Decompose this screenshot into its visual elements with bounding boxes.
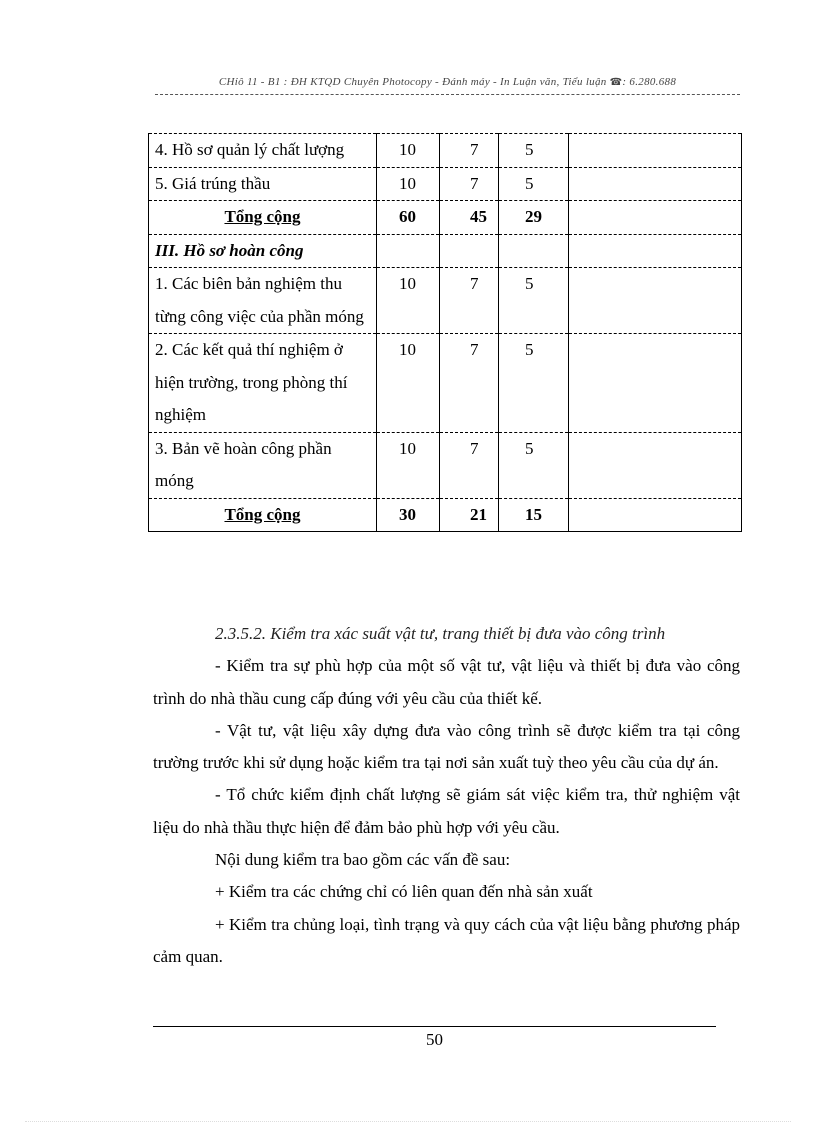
row-label: 1. Các biên bản nghiệm thu từng công việc của phần móng [149, 268, 377, 334]
cell-pass: 5 [499, 268, 569, 334]
cell-pass: 5 [499, 432, 569, 498]
table-row [149, 167, 742, 201]
total-label: Tổng cộng [149, 498, 377, 532]
row-label: 5. Giá trúng thầu [149, 167, 377, 201]
cell-min: 7 [440, 134, 499, 168]
table-row [149, 134, 742, 168]
row-label: 3. Bản vẽ hoàn công phần móng [149, 432, 377, 498]
total-pass: 15 [499, 498, 569, 532]
cell-max: 10 [377, 334, 440, 433]
section-heading: 2.3.5.2. Kiểm tra xác suất vật tư, trang thiết bị đưa vào công trình [215, 624, 666, 643]
cell-max: 10 [377, 134, 440, 168]
cell-note [569, 334, 742, 433]
paragraph: Nội dung kiểm tra bao gồm các vấn đề sau: [215, 850, 511, 870]
cell-note [569, 268, 742, 334]
total-label: Tổng cộng [149, 201, 377, 235]
page-bottom-edge [25, 1121, 791, 1122]
row-label: 4. Hồ sơ quản lý chất lượng [149, 134, 377, 168]
cell-note [569, 201, 742, 235]
cell-min [440, 234, 499, 268]
cell-min: 7 [440, 334, 499, 433]
table-row-total [149, 498, 742, 532]
footer-divider [153, 1026, 716, 1027]
list-item: + Kiểm tra chủng loại, tình trạng và quy cách của vật liệu bằng phương pháp cảm quan. [153, 914, 740, 966]
table-row [149, 432, 742, 498]
section-title: III. Hồ sơ hoàn công [149, 234, 377, 268]
total-min: 21 [440, 498, 499, 532]
cell-pass: 5 [499, 334, 569, 433]
table-row [149, 334, 742, 433]
phone-icon: ☎ [609, 77, 623, 88]
list-item: + Kiểm tra các chứng chỉ có liên quan đến nhà sản xuất [215, 882, 593, 902]
header-phone: : 6.280.688 [622, 76, 677, 88]
paragraph: - Vật tư, vật liệu xây dựng đưa vào công trình sẽ được kiểm tra tại công trường trước khi sử dụng hoặc kiểm tra tại nơi sản xuất tuỳ theo yêu cầu của dự án. [153, 720, 740, 773]
cell-min: 7 [440, 167, 499, 201]
paragraph: - Kiểm tra sự phù hợp của một số vật tư, vật liệu và thiết bị đưa vào công trình do nhà thầu cung cấp đúng với yêu cầu của thiết kế. [153, 656, 740, 708]
cell-pass: 5 [499, 134, 569, 168]
total-min: 45 [440, 201, 499, 235]
page-header [155, 76, 740, 95]
cell-note [569, 167, 742, 201]
cell-note [569, 432, 742, 498]
body-text [153, 618, 740, 973]
page-number: 50 [426, 1030, 443, 1049]
total-pass: 29 [499, 201, 569, 235]
cell-pass [499, 234, 569, 268]
cell-pass: 5 [499, 167, 569, 201]
cell-min: 7 [440, 268, 499, 334]
cell-max: 10 [377, 432, 440, 498]
table-row-total [149, 201, 742, 235]
total-max: 30 [377, 498, 440, 532]
table-row-section [149, 234, 742, 268]
table-row [149, 268, 742, 334]
score-table [148, 133, 742, 532]
cell-note [569, 134, 742, 168]
cell-min: 7 [440, 432, 499, 498]
cell-max: 10 [377, 268, 440, 334]
cell-note [569, 498, 742, 532]
total-max: 60 [377, 201, 440, 235]
cell-max [377, 234, 440, 268]
row-label: 2. Các kết quả thí nghiệm ở hiện trường, trong phòng thí nghiệm [149, 334, 377, 433]
cell-max: 10 [377, 167, 440, 201]
cell-note [569, 234, 742, 268]
paragraph: - Tổ chức kiểm định chất lượng sẽ giám sát việc kiểm tra, thử nghiệm vật liệu do nhà thầu thực hiện để đảm bảo phù hợp với yêu cầu. [153, 785, 740, 837]
header-text: CHỉô 11 - B1 : ĐH KTQD Chuyên Photocopy - Đánh máy - In Luận văn, Tiểu luận [218, 76, 607, 88]
